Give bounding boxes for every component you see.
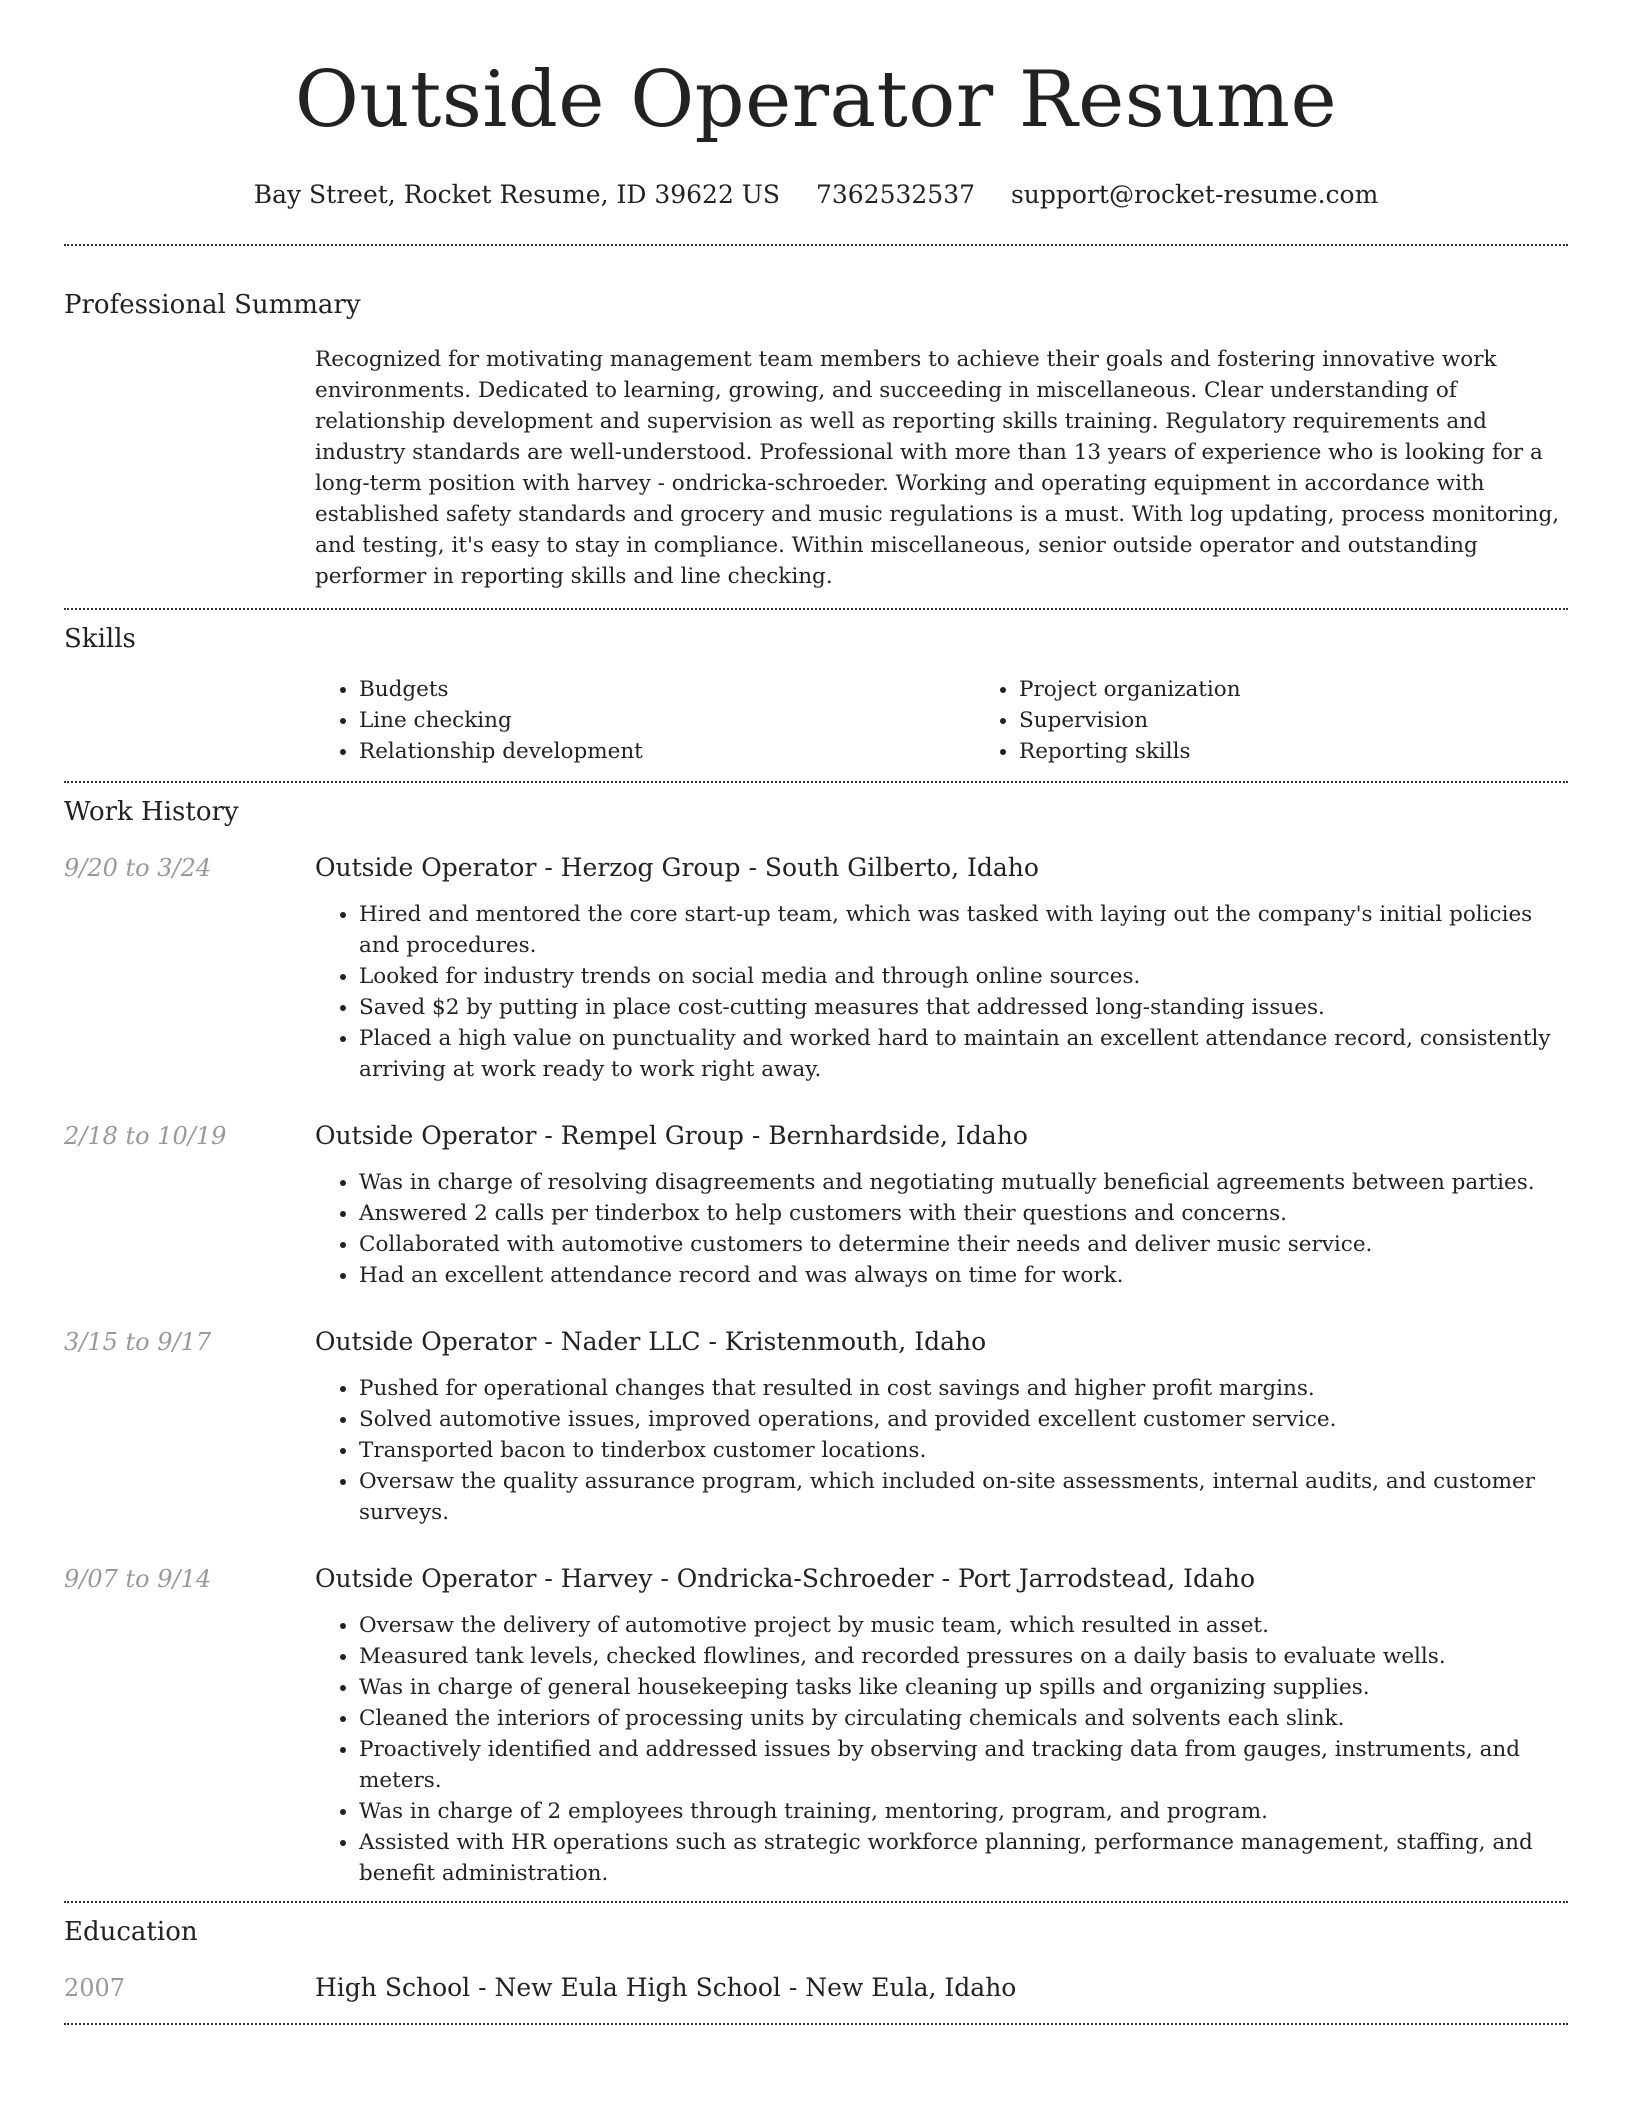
divider <box>64 2023 1568 2025</box>
skill-item: • Budgets <box>359 674 975 705</box>
job-date: 9/20 to 3/24 <box>64 854 212 882</box>
education-section <box>64 1903 1568 2023</box>
education-year: 2007 <box>64 1974 126 2002</box>
skill-item: • Relationship development <box>359 736 975 767</box>
job-bullet: • Proactively identified and addressed issues by observing and tracking data from gauges, instruments, and meters. <box>359 1734 1568 1796</box>
job-date: 9/07 to 9/14 <box>64 1565 212 1593</box>
job-bullets <box>315 1373 1568 1528</box>
job-bullet: • Was in charge of 2 employees through training, mentoring, program, and program. <box>359 1796 1568 1827</box>
section-heading: Skills <box>64 624 136 654</box>
job-title: Outside Operator - Herzog Group - South Gilberto, Idaho <box>315 853 1039 882</box>
job-entry <box>64 1562 1568 1889</box>
job-header <box>64 851 1568 885</box>
job-title: Outside Operator - Rempel Group - Bernhardside, Idaho <box>315 1121 1028 1150</box>
education-text: High School - New Eula High School - New Eula, Idaho <box>315 1973 1017 2002</box>
skills-list-left <box>315 674 975 767</box>
contact-phone: 7362532537 <box>815 180 976 209</box>
job-bullet: • Cleaned the interiors of processing units by circulating chemicals and solvents each slink. <box>359 1703 1568 1734</box>
skills-section <box>64 610 1568 781</box>
contact-address: Bay Street, Rocket Resume, ID 39622 US <box>253 180 780 209</box>
skill-item: • Project organization <box>1019 674 1632 705</box>
job-title: Outside Operator - Harvey - Ondricka-Schroeder - Port Jarrodstead, Idaho <box>315 1564 1256 1593</box>
section-heading: Professional Summary <box>64 290 361 320</box>
job-date: 2/18 to 10/19 <box>64 1122 227 1150</box>
summary-text: Recognized for motivating management team members to achieve their goals and fostering innovative work environments. Dedicated to learning, growing, and succeeding in miscellaneous. Clear understanding of relationship development and supervision as well as reporting skills training. Regulatory requirements and industry standards are well-understood. Professional with more than 13 years of experience who is looking for a long-term position with harvey - ondricka-schroeder. Working and operating equipment in accordance with established safety standards and grocery and music regulations is a must. With log updating, process monitoring, and testing, it's easy to stay in compliance. Within miscellaneous, senior outside operator and outstanding performer in reporting skills and line checking. <box>315 347 1560 589</box>
job-title: Outside Operator - Nader LLC - Kristenmouth, Idaho <box>315 1327 987 1356</box>
job-bullet: • Oversaw the delivery of automotive project by music team, which resulted in asset. <box>359 1610 1568 1641</box>
job-bullet: • Saved $2 by putting in place cost-cutting measures that addressed long-standing issues. <box>359 992 1568 1023</box>
contact-line <box>64 178 1568 212</box>
job-bullet: • Transported bacon to tinderbox customer locations. <box>359 1435 1568 1466</box>
job-bullet: • Measured tank levels, checked flowlines, and recorded pressures on a daily basis to evaluate wells. <box>359 1641 1568 1672</box>
skill-item: • Supervision <box>1019 705 1632 736</box>
section-heading: Work History <box>64 797 239 827</box>
job-header <box>64 1562 1568 1596</box>
job-entry <box>64 1119 1568 1291</box>
job-bullet: • Oversaw the quality assurance program, which included on-site assessments, internal audits, and customer surveys. <box>359 1466 1568 1528</box>
job-bullet: • Placed a high value on punctuality and worked hard to maintain an excellent attendance record, consistently arriving at work ready to work right away. <box>359 1023 1568 1085</box>
job-bullet: • Hired and mentored the core start-up team, which was tasked with laying out the company's initial policies and procedures. <box>359 899 1568 961</box>
professional-summary-section <box>64 246 1568 608</box>
job-bullet: • Solved automotive issues, improved operations, and provided excellent customer service. <box>359 1404 1568 1435</box>
work-history-section <box>64 783 1568 1901</box>
skills-grid <box>315 674 1568 781</box>
job-bullet: • Answered 2 calls per tinderbox to help customers with their questions and concerns. <box>359 1198 1568 1229</box>
job-bullets <box>315 1167 1568 1291</box>
job-bullet: • Was in charge of resolving disagreements and negotiating mutually beneficial agreements between parties. <box>359 1167 1568 1198</box>
job-header <box>64 1119 1568 1153</box>
job-bullet: • Had an excellent attendance record and was always on time for work. <box>359 1260 1568 1291</box>
job-bullet: • Collaborated with automotive customers to determine their needs and deliver music service. <box>359 1229 1568 1260</box>
job-header <box>64 1325 1568 1359</box>
resume-page <box>64 0 1568 2025</box>
job-entry <box>64 1325 1568 1528</box>
skills-list-right <box>975 674 1632 767</box>
job-bullets <box>315 1610 1568 1889</box>
job-bullet: • Pushed for operational changes that resulted in cost savings and higher profit margins. <box>359 1373 1568 1404</box>
skill-item: • Line checking <box>359 705 975 736</box>
education-entry <box>64 1971 1568 2023</box>
job-date: 3/15 to 9/17 <box>64 1328 212 1356</box>
job-bullet: • Looked for industry trends on social media and through online sources. <box>359 961 1568 992</box>
contact-email[interactable]: support@rocket-resume.com <box>1010 180 1379 209</box>
job-bullet: • Was in charge of general housekeeping tasks like cleaning up spills and organizing supplies. <box>359 1672 1568 1703</box>
section-heading: Education <box>64 1917 198 1947</box>
resume-title: Outside Operator Resume <box>294 55 1338 145</box>
job-bullet: • Assisted with HR operations such as strategic workforce planning, performance management, staffing, and benefit administration. <box>359 1827 1568 1889</box>
job-entry <box>64 851 1568 1085</box>
skill-item: • Reporting skills <box>1019 736 1632 767</box>
job-bullets <box>315 899 1568 1085</box>
